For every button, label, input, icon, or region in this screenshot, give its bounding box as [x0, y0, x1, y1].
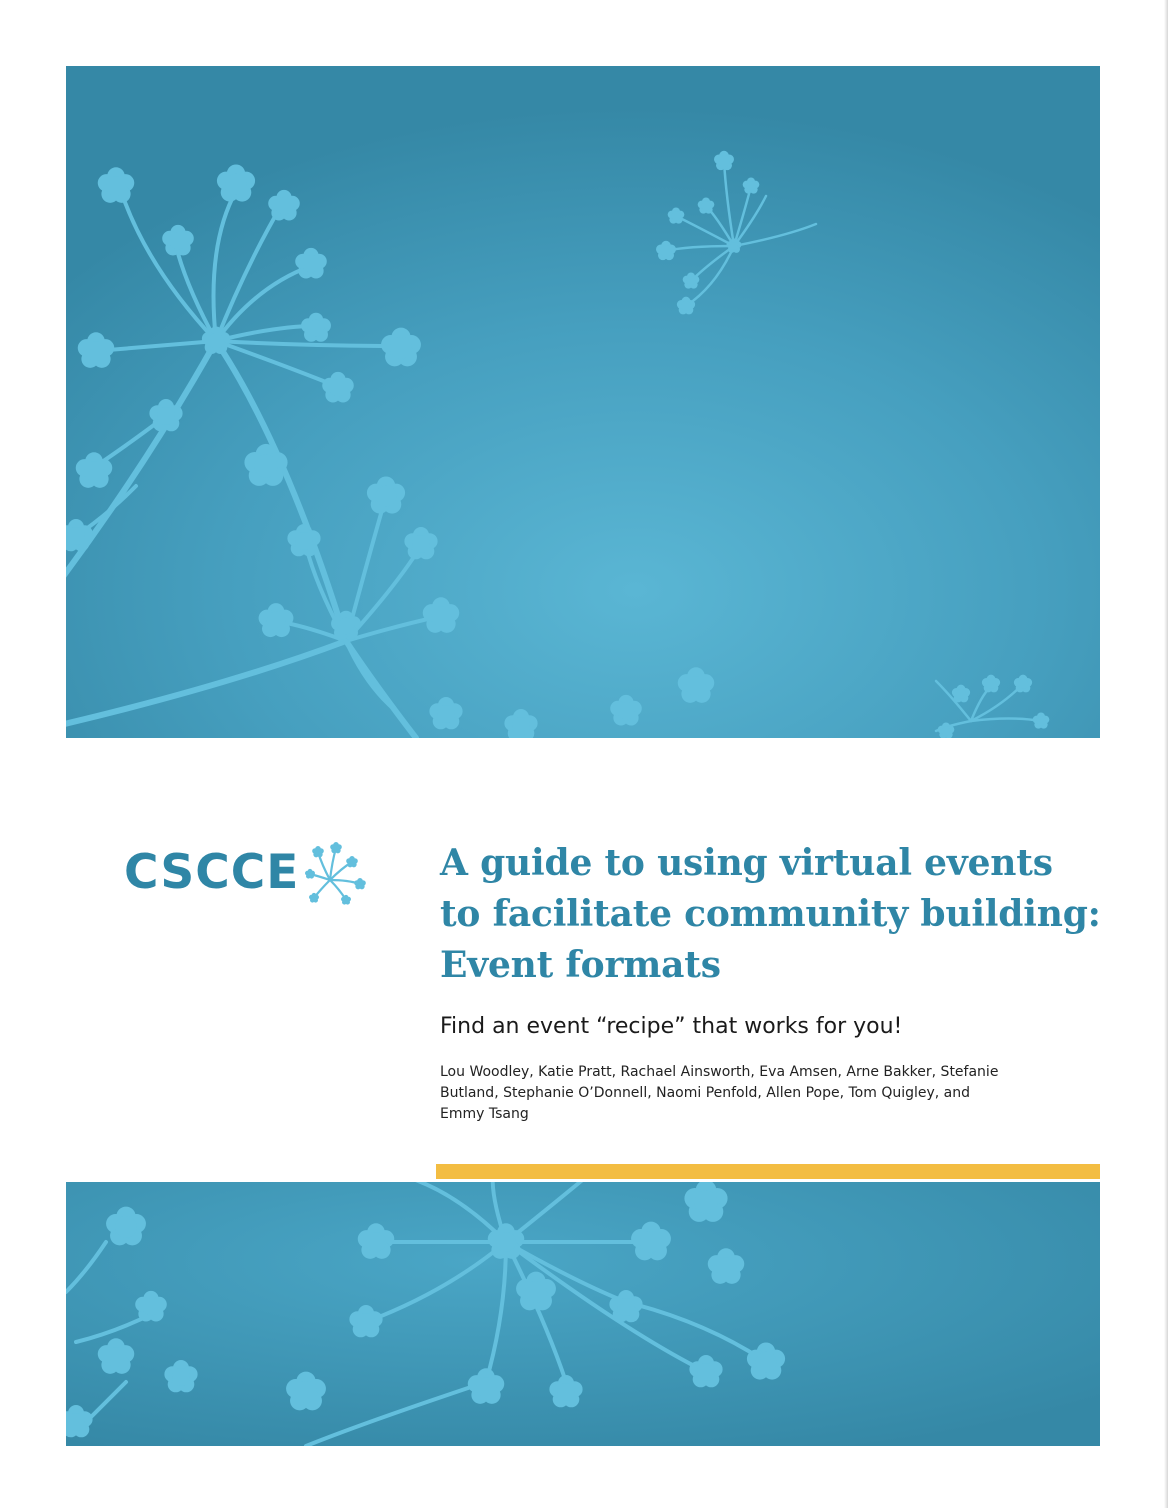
accent-rule: [436, 1164, 1100, 1179]
bottom-banner: [66, 1182, 1100, 1446]
page-edge: [1164, 0, 1168, 1508]
title-line: Event formats: [440, 944, 721, 986]
author-line: Butland, Stephanie O’Donnell, Naomi Penfold, Allen Pope, Tom Quigley, and: [440, 1085, 971, 1101]
title-line: A guide to using virtual events: [440, 842, 1053, 884]
author-line: Emmy Tsang: [440, 1106, 529, 1122]
author-line: Lou Woodley, Katie Pratt, Rachael Ainsworth, Eva Amsen, Arne Bakker, Stefanie: [440, 1064, 999, 1080]
title-line: to facilitate community building:: [440, 893, 1101, 935]
logo-wordmark: CSCCE: [124, 845, 300, 900]
cscce-logo: [124, 838, 374, 908]
author-list: [440, 1062, 1040, 1125]
bottom-banner-art: [66, 1182, 1100, 1446]
document-title: [440, 838, 1101, 991]
top-banner-art: [66, 66, 1100, 738]
document-subtitle: Find an event “recipe” that works for you!: [440, 1014, 903, 1039]
top-banner: [66, 66, 1100, 738]
dandelion-logo-icon: [300, 840, 370, 906]
